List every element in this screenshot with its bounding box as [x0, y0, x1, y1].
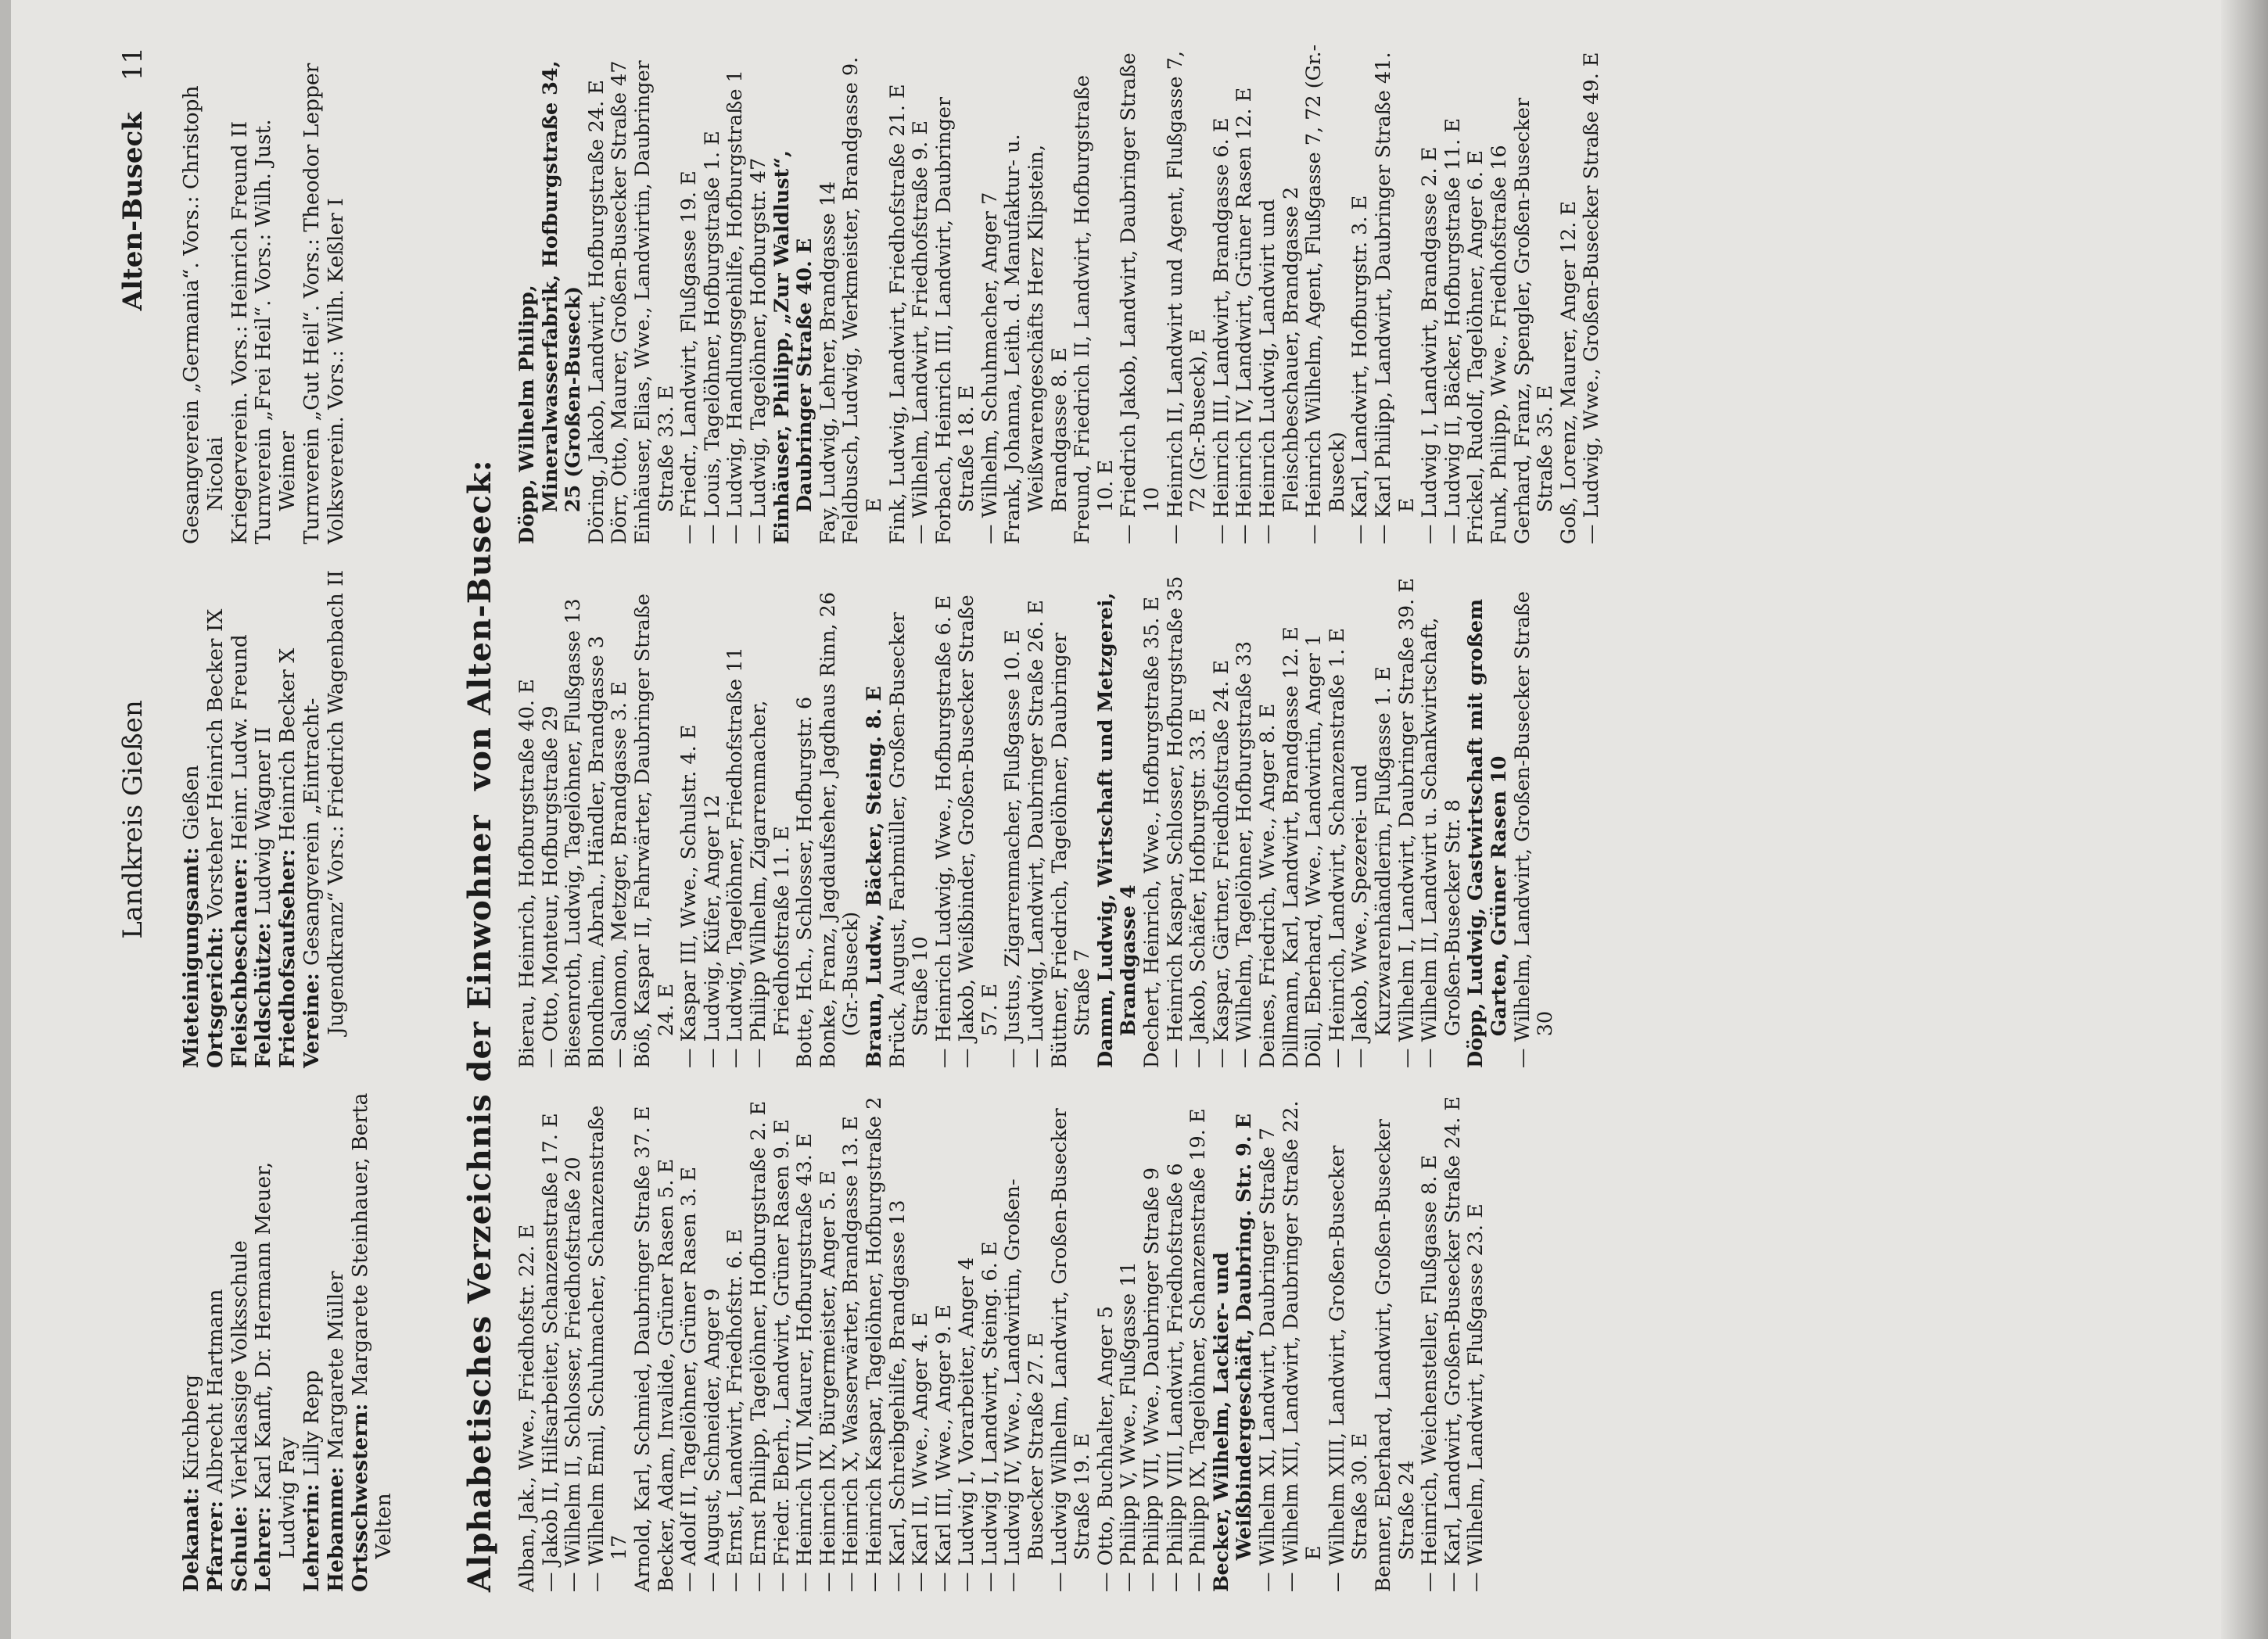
official-label: Dekanat: — [179, 1479, 203, 1592]
resident-column-2 — [516, 568, 1558, 1068]
place-name: Alten-Buseck — [117, 112, 149, 311]
official-text: Albrecht Hartmann — [203, 1289, 228, 1494]
resident-entry: Fay, Ludwig, Lehrer, Brandgasse 14 — [816, 181, 840, 544]
resident-subentry: — Wilhelm, Schuhmacher, Anger 7 — [979, 44, 1003, 544]
resident-subentry: — Philipp Wilhelm, Zigarrenmacher, Friedhofstraße 11. E — [748, 568, 794, 1068]
resident-subentry: — Heinrich Kaspar, Schlosser, Hofburgstraße 35 — [1165, 568, 1188, 1068]
resident-subentry: — Friedrich Jakob, Landwirt, Daubringer Straße 10 — [1118, 44, 1164, 544]
resident-subentry: — Heinrich IX, Bürgermeister, Anger 5. E — [817, 1092, 841, 1592]
resident-entry: Braun, Ludw., Bäcker, Steing. 8. E — [862, 686, 886, 1068]
resident-entry: Alban, Jak., Wwe., Friedhofstr. 22. E — [515, 1224, 539, 1592]
resident-subentry: — Philipp V, Wwe., Flußgasse 11 — [1118, 1092, 1141, 1592]
resident-entry: Frickel, Rudolf, Tagelöhner, Anger 6. E — [1464, 150, 1488, 544]
resident-column-3 — [516, 44, 1604, 544]
official-entry — [228, 568, 253, 1068]
resident-entry: Gerhard, Franz, Spengler, Großen-Busecker Straße 35. E — [1510, 97, 1558, 544]
resident-subentry: — Ernst Philipp, Tagelöhner, Hofburgstraße 2. E — [748, 1092, 771, 1592]
resident-subentry: — Otto, Buchhalter, Anger 5 — [1095, 1092, 1118, 1592]
official-entry — [180, 568, 204, 1068]
resident-entry: Büttner, Friedrich, Tagelöhner, Daubringer Straße 7 — [1047, 633, 1095, 1068]
official-text: Vierklassige Volksschule — [227, 1240, 252, 1499]
directory-heading-place: von Alten-Buseck: — [461, 459, 498, 791]
resident-entry: Einhäuser, Philipp, „Zur Waldlust“, Daubringer Straße 40. E — [770, 150, 817, 544]
official-label: Lehrerin: — [299, 1476, 324, 1592]
official-label: Ortsschwestern: — [347, 1396, 372, 1592]
resident-entry: Feldbusch, Ludwig, Werkmeister, Brandgasse 9. E — [839, 56, 886, 544]
resident-subentry: — Ludwig I, Vorarbeiter, Anger 4 — [956, 1092, 979, 1592]
official-text: Volksverein. Vors.: Wilh. Keßler I — [323, 198, 348, 544]
officials-left — [180, 1092, 397, 1592]
official-entry — [349, 1092, 397, 1592]
resident-subentry: — Ludwig Wilhelm, Landwirt, Großen-Busecker Straße 19. E — [1049, 1092, 1095, 1592]
official-entry — [252, 44, 300, 544]
resident-entry: Benner, Eberhard, Landwirt, Großen-Busecker Straße 24 — [1371, 1119, 1419, 1592]
resident-subentry: — Wilhelm I, Landwirt, Daubringer Straße 39. E — [1396, 568, 1419, 1068]
resident-entry: Brück, August, Farbmüller, Großen-Busecker Straße 10 — [885, 611, 933, 1068]
resident-subentry: — Karl III, Wwe., Anger 9. E — [933, 1092, 956, 1592]
resident-entry: Frank, Johanna, Leith. d. Manufaktur- u. Weißwarengeschäfts Herz Klipstein, Brandgasse 8. E — [1001, 134, 1071, 544]
resident-entry: Dörr, Otto, Maurer, Großen-Busecker Straße 47 — [608, 60, 632, 544]
resident-subentry: — Ludwig IV, Wwe., Landwirtin, Großen-Busecker Straße 27. E — [1002, 1092, 1048, 1592]
resident-entry: Fink, Ludwig, Landwirt, Friedhofstraße 21. E — [885, 84, 910, 544]
resident-subentry: — Wilhelm XII, Landwirt, Daubringer Straße 22. E — [1280, 1092, 1326, 1592]
resident-subentry: — Ludwig, Landwirt, Daubringer Straße 26. E — [1025, 568, 1049, 1068]
resident-subentry: — Ludwig I, Landwirt, Steing. 6. E — [979, 1092, 1003, 1592]
official-text: Turnverein „Frei Heil“. Vors.: Wilh. Just. Weimer — [251, 119, 300, 544]
official-entry — [252, 568, 276, 1068]
resident-entry: Döring, Jakob, Landwirt, Hofburgstraße 24. E — [584, 80, 608, 544]
official-entry — [204, 568, 228, 1068]
official-text: Gießen — [179, 765, 203, 841]
resident-subentry: — Karl Philipp, Landwirt, Daubringer Straße 41. E — [1373, 44, 1419, 544]
resident-subentry: — Jakob II, Hilfsarbeiter, Schanzenstraße 17. E — [540, 1092, 563, 1592]
resident-subentry: — Friedr., Landwirt, Flußgasse 19. E — [678, 44, 702, 544]
resident-entry: Damm, Ludwig, Wirtschaft und Metzgerei, Brandgasse 4 — [1093, 592, 1141, 1068]
resident-entry: Botte, Hch., Schlosser, Hofburgstr. 6 — [793, 696, 817, 1068]
resident-entry: Biesenroth, Ludwig, Tagelöhner, Flußgasse 13 — [562, 598, 586, 1068]
resident-subentry: — Philipp IX, Tagelöhner, Schanzenstraße 19. E — [1187, 1092, 1211, 1592]
official-entry — [300, 568, 349, 1068]
directory-heading: Alphabetisches Verzeichnis der Einwohner — [461, 814, 498, 1592]
official-text: Gesangverein „Eintracht-Jugendkranz“ Vors.: Friedrich Wagenbach II — [299, 569, 348, 1035]
resident-subentry: — Wilhelm II, Landwirt u. Schankwirtschaft, Großen-Busecker Str. 8 — [1419, 568, 1465, 1068]
resident-subentry: — Ludwig, Handlungsgehilfe, Hofburgstraße 1 — [724, 44, 748, 544]
resident-subentry: — Philipp VIII, Landwirt, Friedhofstraße 6 — [1165, 1092, 1188, 1592]
official-label: Lehrer: — [251, 1499, 276, 1592]
official-entry — [276, 568, 300, 1068]
resident-subentry: — Kaspar, Gärtner, Friedhofstraße 24. E — [1211, 568, 1234, 1068]
official-text: Heinr. Ludw. Freund — [227, 634, 252, 851]
official-text: Margarete Müller — [323, 1271, 348, 1460]
resident-entry: Goß, Lorenz, Maurer, Anger 12. E — [1556, 200, 1581, 544]
official-label: Hebamme: — [323, 1459, 348, 1592]
official-entry — [180, 44, 228, 544]
resident-subentry: — Louis, Tagelöhner, Hofburgstraße 1. E — [702, 44, 725, 544]
resident-subentry: — Ernst, Landwirt, Friedhofstr. 6. E — [724, 1092, 748, 1592]
resident-entry: Dechert, Heinrich, Wwe., Hofburgstraße 35. E — [1140, 596, 1165, 1068]
official-text: Vorsteher Heinrich Becker IX — [203, 608, 228, 920]
resident-subentry: — Otto, Monteur, Hofburgstraße 29 — [540, 568, 563, 1068]
resident-subentry: — Heinrich IV, Landwirt, Grüner Rasen 12. E — [1233, 44, 1257, 544]
official-entry — [300, 44, 325, 544]
resident-subentry: — Jakob, Wwe., Spezerei- und Kurzwarenhändlerin, Flußgasse 1. E — [1349, 568, 1395, 1068]
resident-subentry: — Wilhelm, Landwirt, Flußgasse 23. E — [1465, 1092, 1488, 1592]
resident-entry: Forbach, Heinrich III, Landwirt, Daubringer Straße 18. E — [931, 96, 979, 544]
resident-subentry: — Karl, Schreibgehilfe, Brandgasse 13 — [887, 1092, 910, 1592]
resident-subentry: — Wilhelm, Landwirt, Friedhofstraße 9. E — [910, 44, 933, 544]
official-text: Gesangverein „Germania“. Vors.: Christoph Nicolai — [179, 85, 228, 544]
official-entry — [228, 44, 253, 544]
official-text: Turnverein „Gut Heil“. Vors.: Theodor Lepper — [299, 63, 324, 544]
resident-subentry: — Ludwig, Küfer, Anger 12 — [702, 568, 725, 1068]
resident-subentry: — Adolf II, Tagelöhner, Grüner Rasen 3. E — [678, 1092, 702, 1592]
official-entry — [300, 1092, 325, 1592]
official-text: Kirchberg — [179, 1374, 203, 1480]
official-entry — [325, 44, 349, 544]
resident-subentry: — Wilhelm, Tagelöhner, Hofburgstraße 33 — [1233, 568, 1257, 1068]
resident-entry: Dillmann, Karl, Landwirt, Brandgasse 12. E — [1279, 626, 1303, 1068]
running-header-district: Landkreis Gießen — [117, 700, 149, 939]
resident-entry: Döpp, Ludwig, Gastwirtschaft mit großem Garten, Grüner Rasen 10 — [1464, 598, 1511, 1068]
resident-subentry: — Wilhelm, Landwirt, Großen-Busecker Straße 30 — [1512, 568, 1558, 1068]
resident-entry: Becker, Wilhelm, Lackier- und Weißbindergeschäft, Daubring. Str. 9. E — [1209, 1114, 1257, 1592]
resident-subentry: — August, Schneider, Anger 9 — [702, 1092, 725, 1592]
resident-subentry: — Wilhelm XI, Landwirt, Daubringer Straße 7 — [1257, 1092, 1280, 1592]
official-label: Schule: — [227, 1498, 252, 1592]
resident-entry: Döpp, Wilhelm Philipp, Mineralwasserfabrik, Hofburgstraße 34, 25 (Großen-Buseck) — [515, 60, 586, 544]
official-label: Feldschütze: — [251, 915, 276, 1068]
resident-entry: Böß, Kaspar II, Fahrwärter, Daubringer Straße 24. E — [630, 594, 678, 1068]
resident-subentry: — Wilhelm Emil, Schuhmacher, Schanzenstraße 17 — [586, 1092, 632, 1592]
resident-entry: Arnold, Karl, Schmied, Daubringer Straße 37. E — [630, 1106, 655, 1592]
official-entry — [228, 1092, 253, 1592]
resident-entry: Becker, Adam, Invalide, Grüner Rasen 5. E — [654, 1158, 678, 1592]
officials-right — [180, 44, 349, 544]
official-label: Fleischbeschauer: — [227, 850, 252, 1068]
resident-subentry: — Karl II, Wwe., Anger 4. E — [910, 1092, 933, 1592]
resident-subentry: — Heinrich, Landwirt, Schanzenstraße 1. E — [1326, 568, 1350, 1068]
official-label: Pfarrer: — [203, 1493, 228, 1592]
resident-entry: Freund, Friedrich II, Landwirt, Hofburgstraße 10. E — [1071, 75, 1118, 544]
official-label: Friedhofsaufseher: — [275, 841, 300, 1068]
resident-subentry: — Jakob, Schäfer, Hofburgstr. 33. E — [1187, 568, 1211, 1068]
resident-subentry: — Salomon, Metzger, Brandgasse 3. E — [608, 568, 632, 1068]
resident-subentry: — Heinrich III, Landwirt, Brandgasse 6. E — [1211, 44, 1234, 544]
official-text: Lilly Repp — [299, 1370, 324, 1477]
official-label: Mieteinigungsamt: — [179, 840, 203, 1068]
resident-column-1 — [516, 1092, 1488, 1592]
resident-subentry: — Ludwig I, Landwirt, Brandgasse 2. E — [1419, 44, 1442, 544]
resident-entry: Deines, Friedrich, Wwe., Anger 8. E — [1256, 703, 1279, 1068]
resident-subentry: — Jakob, Weißbinder, Großen-Busecker Straße 57. E — [956, 568, 1002, 1068]
resident-subentry: — Wilhelm XIII, Landwirt, Großen-Busecker Straße 30. E — [1326, 1092, 1373, 1592]
resident-subentry: — Karl, Landwirt, Großen-Busecker Straße 24. E — [1442, 1092, 1466, 1592]
official-text: Kriegerverein. Vors.: Heinrich Freund II — [227, 120, 252, 544]
resident-subentry: — Heinrich II, Landwirt und Agent, Flußgasse 7, 72 (Gr.-Buseck), E — [1165, 44, 1211, 544]
official-label: Ortsgericht: — [203, 919, 228, 1068]
officials-middle — [180, 568, 349, 1068]
official-entry — [252, 1092, 300, 1592]
official-entry — [180, 1092, 204, 1592]
resident-subentry: — Justus, Zigarrenmacher, Flußgasse 10. E — [1002, 568, 1025, 1068]
official-text: Heinrich Becker X — [275, 647, 300, 842]
official-entry — [204, 1092, 228, 1592]
official-entry — [325, 1092, 349, 1592]
resident-subentry: — Philipp VII, Wwe., Daubringer Straße 9 — [1141, 1092, 1165, 1592]
resident-subentry: — Kaspar III, Wwe., Schulstr. 4. E — [678, 568, 702, 1068]
resident-subentry: — Ludwig, Tagelöhner, Friedhofstraße 11 — [724, 568, 748, 1068]
resident-entry: Döll, Eberhard, Wwe., Landwirtin, Anger 1 — [1302, 633, 1326, 1068]
resident-subentry: — Heinrich Ludwig, Landwirt und Fleischbeschauer, Brandgasse 2 — [1257, 44, 1303, 544]
resident-subentry: — Friedr. Eberh., Landwirt, Grüner Rasen 9. E — [771, 1092, 795, 1592]
official-label: Vereine: — [299, 965, 324, 1068]
resident-subentry: — Ludwig II, Bäcker, Hofburgstraße 11. E — [1442, 44, 1466, 544]
resident-subentry: — Ludwig, Tagelöhner, Hofburgstr. 47 — [748, 44, 771, 544]
page-number: 11 — [117, 47, 149, 81]
resident-subentry: — Ludwig, Wwe., Großen-Busecker Straße 49. E — [1581, 44, 1604, 544]
resident-subentry: — Heinrich VII, Maurer, Hofburgstraße 43. E — [794, 1092, 817, 1592]
resident-entry: Funk, Philipp, Wwe., Friedhofstraße 16 — [1487, 145, 1511, 544]
resident-entry: Bonke, Franz, Jagdaufseher, Jagdhaus Rinn, 26 (Gr.-Buseck) — [816, 591, 863, 1068]
resident-entry: Einhäuser, Elias, Wwe., Landwirtin, Daubringer Straße 33. E — [630, 60, 678, 544]
resident-subentry: — Heinrich X, Wasserwärter, Brandgasse 13. E — [840, 1092, 863, 1592]
resident-subentry: — Wilhelm II, Schlosser, Friedhofstraße 20 — [562, 1092, 586, 1592]
official-text: Margarete Steinhauer, Berta Velten — [347, 1092, 397, 1559]
running-header-right — [117, 47, 149, 310]
official-text: Karl Kanft, Dr. Hermann Meuer, Ludwig Fay — [251, 1161, 300, 1559]
resident-entry: Bierau, Heinrich, Hofburgstraße 40. E — [515, 679, 539, 1068]
resident-entry: Blondheim, Abrah., Händler, Brandgasse 3 — [584, 636, 608, 1068]
resident-subentry: — Heinrich Ludwig, Wwe., Hofburgstraße 6. E — [933, 568, 956, 1068]
resident-subentry: — Heinrich, Weichensteller, Flußgasse 8. E — [1419, 1092, 1442, 1592]
official-text: Ludwig Wagner II — [251, 726, 276, 916]
resident-subentry: — Karl, Landwirt, Hofburgstr. 3. E — [1349, 44, 1373, 544]
resident-subentry: — Heinrich Wilhelm, Agent, Flußgasse 7, 72 (Gr.-Buseck) — [1303, 44, 1349, 544]
resident-subentry: — Heinrich Kaspar, Tagelöhner, Hofburgstraße 2 — [863, 1092, 887, 1592]
